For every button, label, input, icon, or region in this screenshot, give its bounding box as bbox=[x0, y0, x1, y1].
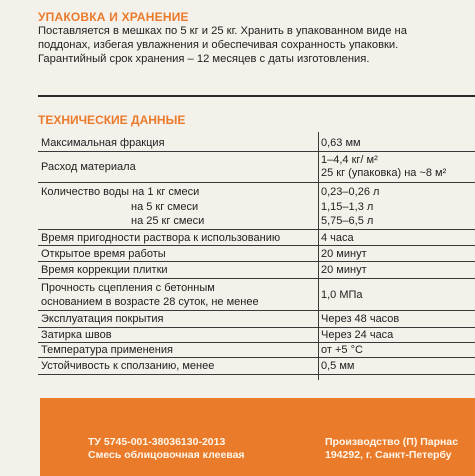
section-divider bbox=[38, 95, 475, 97]
row-value: 1,0 МПа bbox=[321, 289, 363, 301]
footer-product-name: Смесь облицовочная клеевая bbox=[88, 449, 245, 461]
table-row bbox=[38, 342, 475, 358]
table-row bbox=[38, 132, 475, 152]
storage-line: Поставляется в мешках по 5 кг и 25 кг. Хранить в упакованном виде на bbox=[38, 25, 407, 37]
row-label: Устойчивость к сползанию, менее bbox=[41, 360, 215, 372]
row-label: Количество воды на 1 кг смеси bbox=[41, 186, 200, 198]
row-label: Максимальная фракция bbox=[41, 137, 165, 149]
table-row bbox=[38, 278, 475, 311]
table-row bbox=[38, 229, 475, 246]
row-value: 4 часа bbox=[321, 232, 354, 244]
row-label: Расход материала bbox=[41, 161, 136, 173]
row-label: Затирка швов bbox=[41, 329, 112, 341]
row-label: Время коррекции плитки bbox=[41, 264, 168, 276]
row-label: Эксплуатация покрытия bbox=[41, 313, 164, 325]
row-label: Температура применения bbox=[41, 344, 173, 356]
footer-left bbox=[88, 436, 245, 462]
table-row bbox=[38, 327, 475, 343]
table-row bbox=[38, 261, 475, 279]
row-value: 20 минут bbox=[321, 264, 367, 276]
row-value: 0,63 мм bbox=[321, 137, 361, 149]
row-value: 20 минут bbox=[321, 248, 367, 260]
tech-heading: ТЕХНИЧЕСКИЕ ДАННЫЕ bbox=[38, 113, 186, 127]
row-value-secondary: 1,15–1,3 л bbox=[321, 201, 374, 213]
storage-line: Гарантийный срок хранения – 12 месяцев с даты изготовления. bbox=[38, 53, 370, 65]
row-value: 0,5 мм bbox=[321, 360, 355, 372]
row-value: 1–4,4 кг/ м² bbox=[321, 154, 378, 166]
row-value-secondary: 25 кг (упаковка) на ~8 м² bbox=[321, 167, 447, 179]
row-label-tertiary: на 25 кг смеси bbox=[131, 215, 205, 227]
row-value: Через 48 часов bbox=[321, 313, 400, 325]
table-row bbox=[38, 357, 475, 375]
storage-heading: УПАКОВКА И ХРАНЕНИЕ bbox=[38, 10, 189, 24]
row-value: от +5 °С bbox=[321, 344, 363, 356]
row-value: Через 24 часа bbox=[321, 329, 394, 341]
footer-spec-code: ТУ 5745-001-38036130-2013 bbox=[88, 436, 226, 448]
row-value: 0,23–0,26 л bbox=[321, 186, 380, 198]
footer-producer: Производство (П) Парнас bbox=[325, 436, 459, 448]
storage-paragraph bbox=[38, 24, 458, 66]
table-row bbox=[38, 182, 475, 230]
row-label-secondary: на 5 кг смеси bbox=[131, 201, 199, 213]
table-row bbox=[38, 310, 475, 328]
row-label: Открытое время работы bbox=[41, 248, 166, 260]
footer-right bbox=[325, 436, 458, 462]
table-row bbox=[38, 151, 475, 183]
row-value-tertiary: 5,75–6,5 л bbox=[321, 215, 374, 227]
row-label: Время пригодности раствора к использованию bbox=[41, 232, 281, 244]
row-label-secondary: основанием в возрасте 28 суток, не менее bbox=[41, 296, 259, 308]
row-label: Прочность сцепления с бетонным bbox=[41, 282, 215, 294]
table-row bbox=[38, 245, 475, 262]
storage-line: поддонах, избегая увлажнения и обеспечивая сохранность упаковки. bbox=[38, 39, 399, 51]
footer-address: 194292, г. Санкт-Петербу bbox=[325, 449, 452, 461]
